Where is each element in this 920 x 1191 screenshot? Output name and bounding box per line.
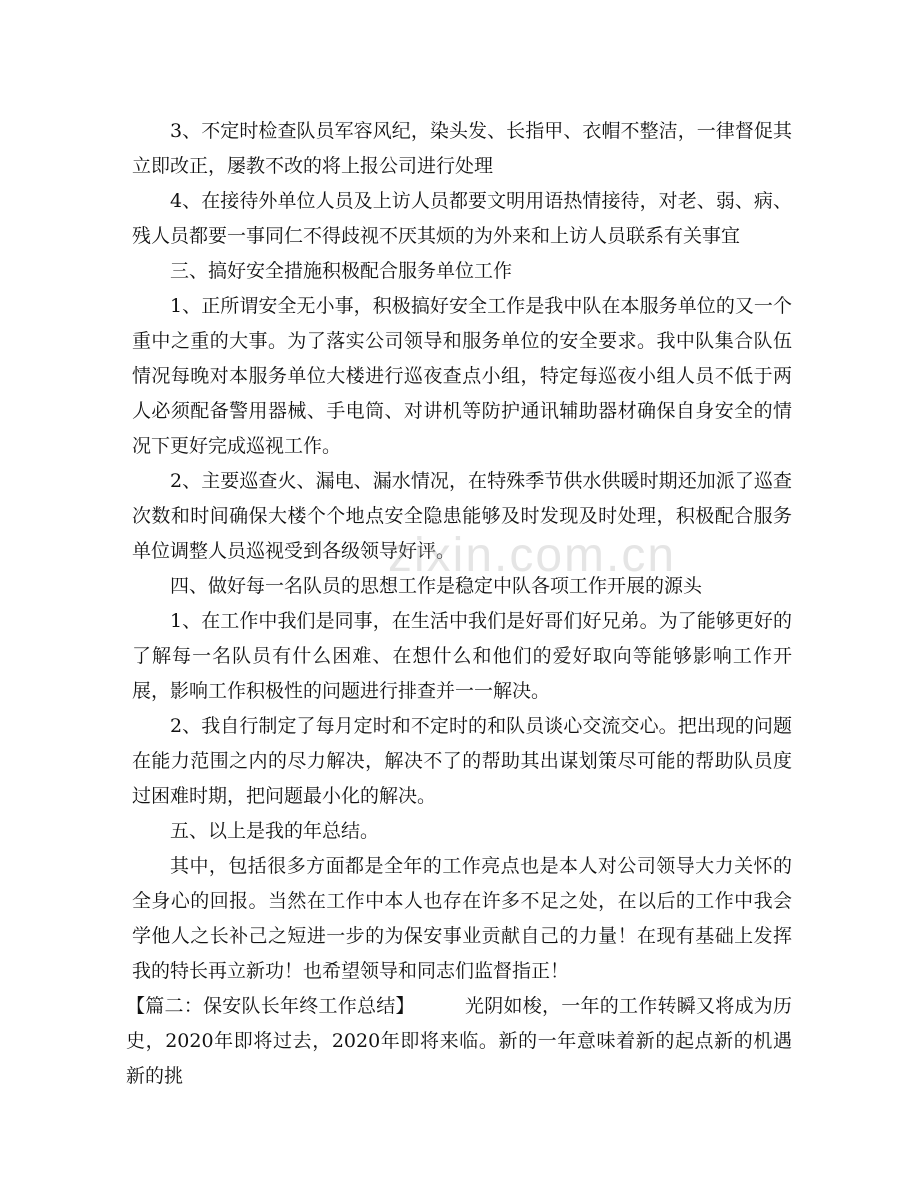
section-heading-3: 三、搞好安全措施积极配合服务单位工作 bbox=[170, 260, 513, 282]
section-two-text: 光阴如梭，一年的工作转瞬又将成为历史，2020年即将过去，2020年即将来临。新的一年意味着新的起点新的机遇新的挑 bbox=[126, 995, 792, 1087]
paragraph-section-two bbox=[126, 989, 792, 1094]
paragraph-rule-4: 4、在接待外单位人员及上访人员都要文明用语热情接待，对老、弱、病、残人员都要一事同仁不得歧视不厌其烦的为外来和上访人员联系有关事宜 bbox=[132, 190, 792, 247]
paragraph-rule-3: 3、不定时检查队员军容风纪，染头发、长指甲、衣帽不整洁，一律督促其立即改正，屡教不改的将上报公司进行处理 bbox=[132, 120, 792, 177]
paragraph-conclusion: 其中，包括很多方面都是全年的工作亮点也是本人对公司领导大力关怀的全身心的回报。当然在工作中本人也存在许多不足之处，在以后的工作中我会学他人之长补己之短进一步的为保安事业贡献自己的力量！在现有基础上发挥我的特长再立新功！也希望领导和同志们监督指正！ bbox=[132, 855, 792, 982]
section-two-label: 【篇二：保安队长年终工作总结】 bbox=[126, 995, 415, 1017]
paragraph-team-1: 1、在工作中我们是同事，在生活中我们是好哥们好兄弟。为了能够更好的了解每一名队员有什么困难、在想什么和他们的爱好取向等能够影响工作开展，影响工作积极性的问题进行排查并一一解决。 bbox=[132, 610, 792, 702]
paragraph-safety-1: 1、正所谓安全无小事，积极搞好安全工作是我中队在本服务单位的又一个重中之重的大事。为了落实公司领导和服务单位的安全要求。我中队集合队伍情况每晚对本服务单位大楼进行巡夜查点小组，特定每巡夜小组人员不低于两人必须配备警用器械、手电筒、对讲机等防护通讯辅助器材确保自身安全的情况下更好完成巡视工作。 bbox=[132, 295, 792, 457]
section-heading-4: 四、做好每一名队员的思想工作是稳定中队各项工作开展的源头 bbox=[170, 575, 703, 597]
watermark: zixin.com.cn bbox=[388, 529, 677, 582]
paragraph-team-2: 2、我自行制定了每月定时和不定时的和队员谈心交流交心。把出现的问题在能力范围之内的尽力解决，解决不了的帮助其出谋划策尽可能的帮助队员度过困难时期，把问题最小化的解决。 bbox=[132, 715, 792, 807]
paragraph-safety-2: 2、主要巡查火、漏电、漏水情况，在特殊季节供水供暖时期还加派了巡查次数和时间确保大楼个个地点安全隐患能够及时发现及时处理，积极配合服务单位调整人员巡视受到各级领导好评。 bbox=[132, 470, 792, 562]
section-heading-5: 五、以上是我的年总结。 bbox=[170, 820, 380, 842]
